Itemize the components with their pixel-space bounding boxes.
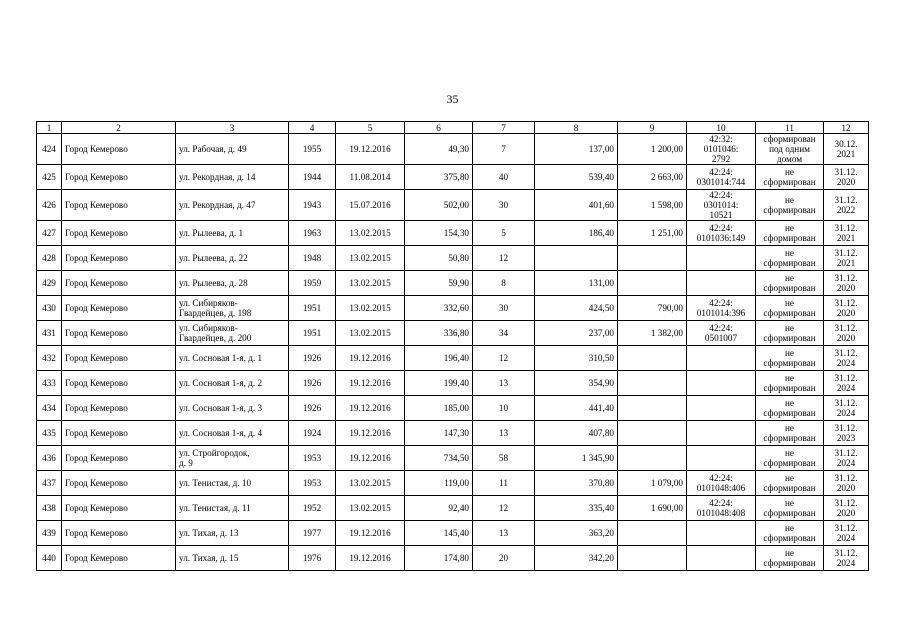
land-status-cell: не сформирован [756, 271, 824, 296]
table-row [37, 134, 869, 165]
date-cell: 15.07.2016 [336, 190, 405, 221]
land-area-cell: 186,40 [535, 221, 618, 246]
area-cell: 147,30 [405, 421, 473, 446]
deadline-cell: 31.12. 2020 [824, 496, 869, 521]
residents-cell: 10 [473, 396, 535, 421]
address-cell: ул. Рылеева, д. 28 [176, 271, 289, 296]
land-status-cell: не сформирован [756, 296, 824, 321]
date-cell: 19.12.2016 [336, 371, 405, 396]
area-cell: 49,30 [405, 134, 473, 165]
year-built-cell: 1924 [289, 421, 336, 446]
row-number: 436 [37, 446, 62, 471]
row-number: 429 [37, 271, 62, 296]
table-row [37, 296, 869, 321]
row-number: 430 [37, 296, 62, 321]
date-cell: 19.12.2016 [336, 446, 405, 471]
land-plot-area-cell: 1 251,00 [618, 221, 687, 246]
date-cell: 19.12.2016 [336, 421, 405, 446]
table-row [37, 396, 869, 421]
land-status-cell: не сформирован [756, 546, 824, 571]
residents-cell: 11 [473, 471, 535, 496]
cadastral-number-cell [687, 371, 756, 396]
land-plot-area-cell: 790,00 [618, 296, 687, 321]
table-row [37, 471, 869, 496]
area-cell: 145,40 [405, 521, 473, 546]
column-header: 3 [176, 122, 289, 134]
residents-cell: 12 [473, 346, 535, 371]
year-built-cell: 1926 [289, 346, 336, 371]
municipality-cell: Город Кемерово [62, 421, 176, 446]
land-area-cell: 335,40 [535, 496, 618, 521]
date-cell: 13.02.2015 [336, 271, 405, 296]
year-built-cell: 1951 [289, 296, 336, 321]
table-row [37, 190, 869, 221]
cadastral-number-cell: 42:24: 0501007 [687, 321, 756, 346]
land-plot-area-cell [618, 271, 687, 296]
cadastral-number-cell [687, 271, 756, 296]
row-number: 428 [37, 246, 62, 271]
date-cell: 13.02.2015 [336, 246, 405, 271]
row-number: 431 [37, 321, 62, 346]
residents-cell: 8 [473, 271, 535, 296]
land-area-cell: 401,60 [535, 190, 618, 221]
residents-cell: 20 [473, 546, 535, 571]
municipality-cell: Город Кемерово [62, 296, 176, 321]
date-cell: 13.02.2015 [336, 221, 405, 246]
area-cell: 336,80 [405, 321, 473, 346]
date-cell: 11.08.2014 [336, 165, 405, 190]
land-plot-area-cell [618, 546, 687, 571]
column-header: 9 [618, 122, 687, 134]
date-cell: 19.12.2016 [336, 134, 405, 165]
address-cell: ул. Рекордная, д. 47 [176, 190, 289, 221]
municipality-cell: Город Кемерово [62, 346, 176, 371]
land-status-cell: не сформирован [756, 221, 824, 246]
area-cell: 59,90 [405, 271, 473, 296]
date-cell: 13.02.2015 [336, 296, 405, 321]
row-number: 432 [37, 346, 62, 371]
cadastral-number-cell: 42:24: 0101036:149 [687, 221, 756, 246]
municipality-cell: Город Кемерово [62, 471, 176, 496]
address-cell: ул. Сибиряков- Гвардейцев, д. 198 [176, 296, 289, 321]
column-header: 11 [756, 122, 824, 134]
page-number: 35 [446, 92, 459, 106]
land-plot-area-cell [618, 246, 687, 271]
land-area-cell [535, 246, 618, 271]
year-built-cell: 1953 [289, 471, 336, 496]
cadastral-number-cell: 42:24: 0301014:744 [687, 165, 756, 190]
area-cell: 154,30 [405, 221, 473, 246]
municipality-cell: Город Кемерово [62, 190, 176, 221]
header-row [37, 122, 869, 134]
table-row [37, 321, 869, 346]
area-cell: 196,40 [405, 346, 473, 371]
row-number: 438 [37, 496, 62, 521]
land-plot-area-cell [618, 346, 687, 371]
municipality-cell: Город Кемерово [62, 321, 176, 346]
year-built-cell: 1952 [289, 496, 336, 521]
area-cell: 734,50 [405, 446, 473, 471]
residents-cell: 5 [473, 221, 535, 246]
municipality-cell: Город Кемерово [62, 521, 176, 546]
deadline-cell: 31.12. 2020 [824, 321, 869, 346]
land-status-cell: не сформирован [756, 446, 824, 471]
table-row [37, 421, 869, 446]
date-cell: 13.02.2015 [336, 321, 405, 346]
land-status-cell: не сформирован [756, 246, 824, 271]
cadastral-number-cell: 42:24: 0101048:408 [687, 496, 756, 521]
land-status-cell: не сформирован [756, 165, 824, 190]
table-row [37, 371, 869, 396]
land-plot-area-cell [618, 396, 687, 421]
address-cell: ул. Рекордная, д. 14 [176, 165, 289, 190]
housing-registry-table [36, 121, 869, 571]
municipality-cell: Город Кемерово [62, 446, 176, 471]
row-number: 437 [37, 471, 62, 496]
year-built-cell: 1955 [289, 134, 336, 165]
municipality-cell: Город Кемерово [62, 496, 176, 521]
land-plot-area-cell: 1 690,00 [618, 496, 687, 521]
row-number: 426 [37, 190, 62, 221]
year-built-cell: 1977 [289, 521, 336, 546]
address-cell: ул. Тихая, д. 13 [176, 521, 289, 546]
land-plot-area-cell: 1 079,00 [618, 471, 687, 496]
municipality-cell: Город Кемерово [62, 396, 176, 421]
address-cell: ул. Рабочая, д. 49 [176, 134, 289, 165]
land-plot-area-cell [618, 521, 687, 546]
year-built-cell: 1926 [289, 396, 336, 421]
table-row [37, 346, 869, 371]
land-status-cell: не сформирован [756, 421, 824, 446]
address-cell: ул. Сосновая 1-я, д. 1 [176, 346, 289, 371]
column-header: 8 [535, 122, 618, 134]
column-header: 12 [824, 122, 869, 134]
cadastral-number-cell [687, 421, 756, 446]
land-status-cell: не сформирован [756, 321, 824, 346]
land-area-cell: 370,80 [535, 471, 618, 496]
row-number: 440 [37, 546, 62, 571]
area-cell: 174,80 [405, 546, 473, 571]
deadline-cell: 31.12. 2024 [824, 546, 869, 571]
date-cell: 19.12.2016 [336, 546, 405, 571]
land-area-cell: 424,50 [535, 296, 618, 321]
address-cell: ул. Тихая, д. 15 [176, 546, 289, 571]
cadastral-number-cell: 42:24: 0301014: 10521 [687, 190, 756, 221]
residents-cell: 34 [473, 321, 535, 346]
land-area-cell: 131,00 [535, 271, 618, 296]
deadline-cell: 31.12. 2020 [824, 165, 869, 190]
residents-cell: 30 [473, 190, 535, 221]
year-built-cell: 1976 [289, 546, 336, 571]
area-cell: 50,80 [405, 246, 473, 271]
residents-cell: 7 [473, 134, 535, 165]
column-header: 4 [289, 122, 336, 134]
deadline-cell: 31.12. 2020 [824, 271, 869, 296]
year-built-cell: 1948 [289, 246, 336, 271]
land-status-cell: не сформирован [756, 190, 824, 221]
table-row [37, 446, 869, 471]
date-cell: 13.02.2015 [336, 471, 405, 496]
cadastral-number-cell [687, 246, 756, 271]
land-area-cell: 237,00 [535, 321, 618, 346]
address-cell: ул. Рылеева, д. 22 [176, 246, 289, 271]
municipality-cell: Город Кемерово [62, 246, 176, 271]
municipality-cell: Город Кемерово [62, 546, 176, 571]
area-cell: 502,00 [405, 190, 473, 221]
land-status-cell: не сформирован [756, 471, 824, 496]
area-cell: 119,00 [405, 471, 473, 496]
land-plot-area-cell: 1 200,00 [618, 134, 687, 165]
address-cell: ул. Сибиряков- Гвардейцев, д. 200 [176, 321, 289, 346]
address-cell: ул. Тенистая, д. 11 [176, 496, 289, 521]
land-status-cell: не сформирован [756, 521, 824, 546]
municipality-cell: Город Кемерово [62, 271, 176, 296]
land-area-cell: 1 345,90 [535, 446, 618, 471]
table-row [37, 165, 869, 190]
land-status-cell: не сформирован [756, 346, 824, 371]
table-row [37, 496, 869, 521]
land-plot-area-cell [618, 371, 687, 396]
cadastral-number-cell [687, 546, 756, 571]
table-row [37, 246, 869, 271]
deadline-cell: 30.12. 2021 [824, 134, 869, 165]
residents-cell: 12 [473, 246, 535, 271]
deadline-cell: 31.12. 2020 [824, 471, 869, 496]
deadline-cell: 31.12. 2024 [824, 446, 869, 471]
cadastral-number-cell: 42:32: 0101046: 2792 [687, 134, 756, 165]
residents-cell: 13 [473, 421, 535, 446]
land-plot-area-cell: 2 663,00 [618, 165, 687, 190]
date-cell: 19.12.2016 [336, 521, 405, 546]
deadline-cell: 31.12. 2020 [824, 296, 869, 321]
land-plot-area-cell: 1 598,00 [618, 190, 687, 221]
land-status-cell: не сформирован [756, 396, 824, 421]
land-plot-area-cell: 1 382,00 [618, 321, 687, 346]
municipality-cell: Город Кемерово [62, 371, 176, 396]
row-number: 433 [37, 371, 62, 396]
land-status-cell: сформирован под одним домом [756, 134, 824, 165]
land-plot-area-cell [618, 421, 687, 446]
deadline-cell: 31.12. 2024 [824, 371, 869, 396]
date-cell: 19.12.2016 [336, 396, 405, 421]
address-cell: ул. Сосновая 1-я, д. 4 [176, 421, 289, 446]
cadastral-number-cell [687, 446, 756, 471]
land-area-cell: 441,40 [535, 396, 618, 421]
address-cell: ул. Сосновая 1-я, д. 3 [176, 396, 289, 421]
year-built-cell: 1951 [289, 321, 336, 346]
year-built-cell: 1926 [289, 371, 336, 396]
column-header: 6 [405, 122, 473, 134]
area-cell: 92,40 [405, 496, 473, 521]
cadastral-number-cell [687, 521, 756, 546]
year-built-cell: 1959 [289, 271, 336, 296]
row-number: 424 [37, 134, 62, 165]
deadline-cell: 31.12. 2022 [824, 190, 869, 221]
table-row [37, 271, 869, 296]
table-row [37, 546, 869, 571]
row-number: 435 [37, 421, 62, 446]
row-number: 425 [37, 165, 62, 190]
date-cell: 13.02.2015 [336, 496, 405, 521]
year-built-cell: 1953 [289, 446, 336, 471]
municipality-cell: Город Кемерово [62, 165, 176, 190]
land-area-cell: 539,40 [535, 165, 618, 190]
deadline-cell: 31.12. 2024 [824, 521, 869, 546]
land-area-cell: 354,90 [535, 371, 618, 396]
deadline-cell: 31.12. 2024 [824, 396, 869, 421]
deadline-cell: 31.12. 2023 [824, 421, 869, 446]
year-built-cell: 1943 [289, 190, 336, 221]
cadastral-number-cell: 42:24: 0101014:396 [687, 296, 756, 321]
residents-cell: 13 [473, 371, 535, 396]
residents-cell: 12 [473, 496, 535, 521]
address-cell: ул. Стройгородок, д. 9 [176, 446, 289, 471]
address-cell: ул. Рылеева, д. 1 [176, 221, 289, 246]
land-area-cell: 310,50 [535, 346, 618, 371]
cadastral-number-cell: 42:24: 0101048:406 [687, 471, 756, 496]
residents-cell: 58 [473, 446, 535, 471]
column-header: 7 [473, 122, 535, 134]
date-cell: 19.12.2016 [336, 346, 405, 371]
residents-cell: 30 [473, 296, 535, 321]
municipality-cell: Город Кемерово [62, 221, 176, 246]
area-cell: 375,80 [405, 165, 473, 190]
column-header: 10 [687, 122, 756, 134]
deadline-cell: 31.12. 2021 [824, 221, 869, 246]
area-cell: 199,40 [405, 371, 473, 396]
deadline-cell: 31.12. 2021 [824, 246, 869, 271]
cadastral-number-cell [687, 396, 756, 421]
land-status-cell: не сформирован [756, 496, 824, 521]
residents-cell: 13 [473, 521, 535, 546]
municipality-cell: Город Кемерово [62, 134, 176, 165]
land-plot-area-cell [618, 446, 687, 471]
column-header: 1 [37, 122, 62, 134]
year-built-cell: 1963 [289, 221, 336, 246]
year-built-cell: 1944 [289, 165, 336, 190]
row-number: 439 [37, 521, 62, 546]
row-number: 434 [37, 396, 62, 421]
deadline-cell: 31.12. 2024 [824, 346, 869, 371]
land-area-cell: 137,00 [535, 134, 618, 165]
column-header: 2 [62, 122, 176, 134]
area-cell: 185,00 [405, 396, 473, 421]
land-status-cell: не сформирован [756, 371, 824, 396]
residents-cell: 40 [473, 165, 535, 190]
land-area-cell: 342,20 [535, 546, 618, 571]
row-number: 427 [37, 221, 62, 246]
cadastral-number-cell [687, 346, 756, 371]
land-area-cell: 363,20 [535, 521, 618, 546]
table-row [37, 521, 869, 546]
address-cell: ул. Тенистая, д. 10 [176, 471, 289, 496]
address-cell: ул. Сосновая 1-я, д. 2 [176, 371, 289, 396]
land-area-cell: 407,80 [535, 421, 618, 446]
table-row [37, 221, 869, 246]
column-header: 5 [336, 122, 405, 134]
area-cell: 332,60 [405, 296, 473, 321]
